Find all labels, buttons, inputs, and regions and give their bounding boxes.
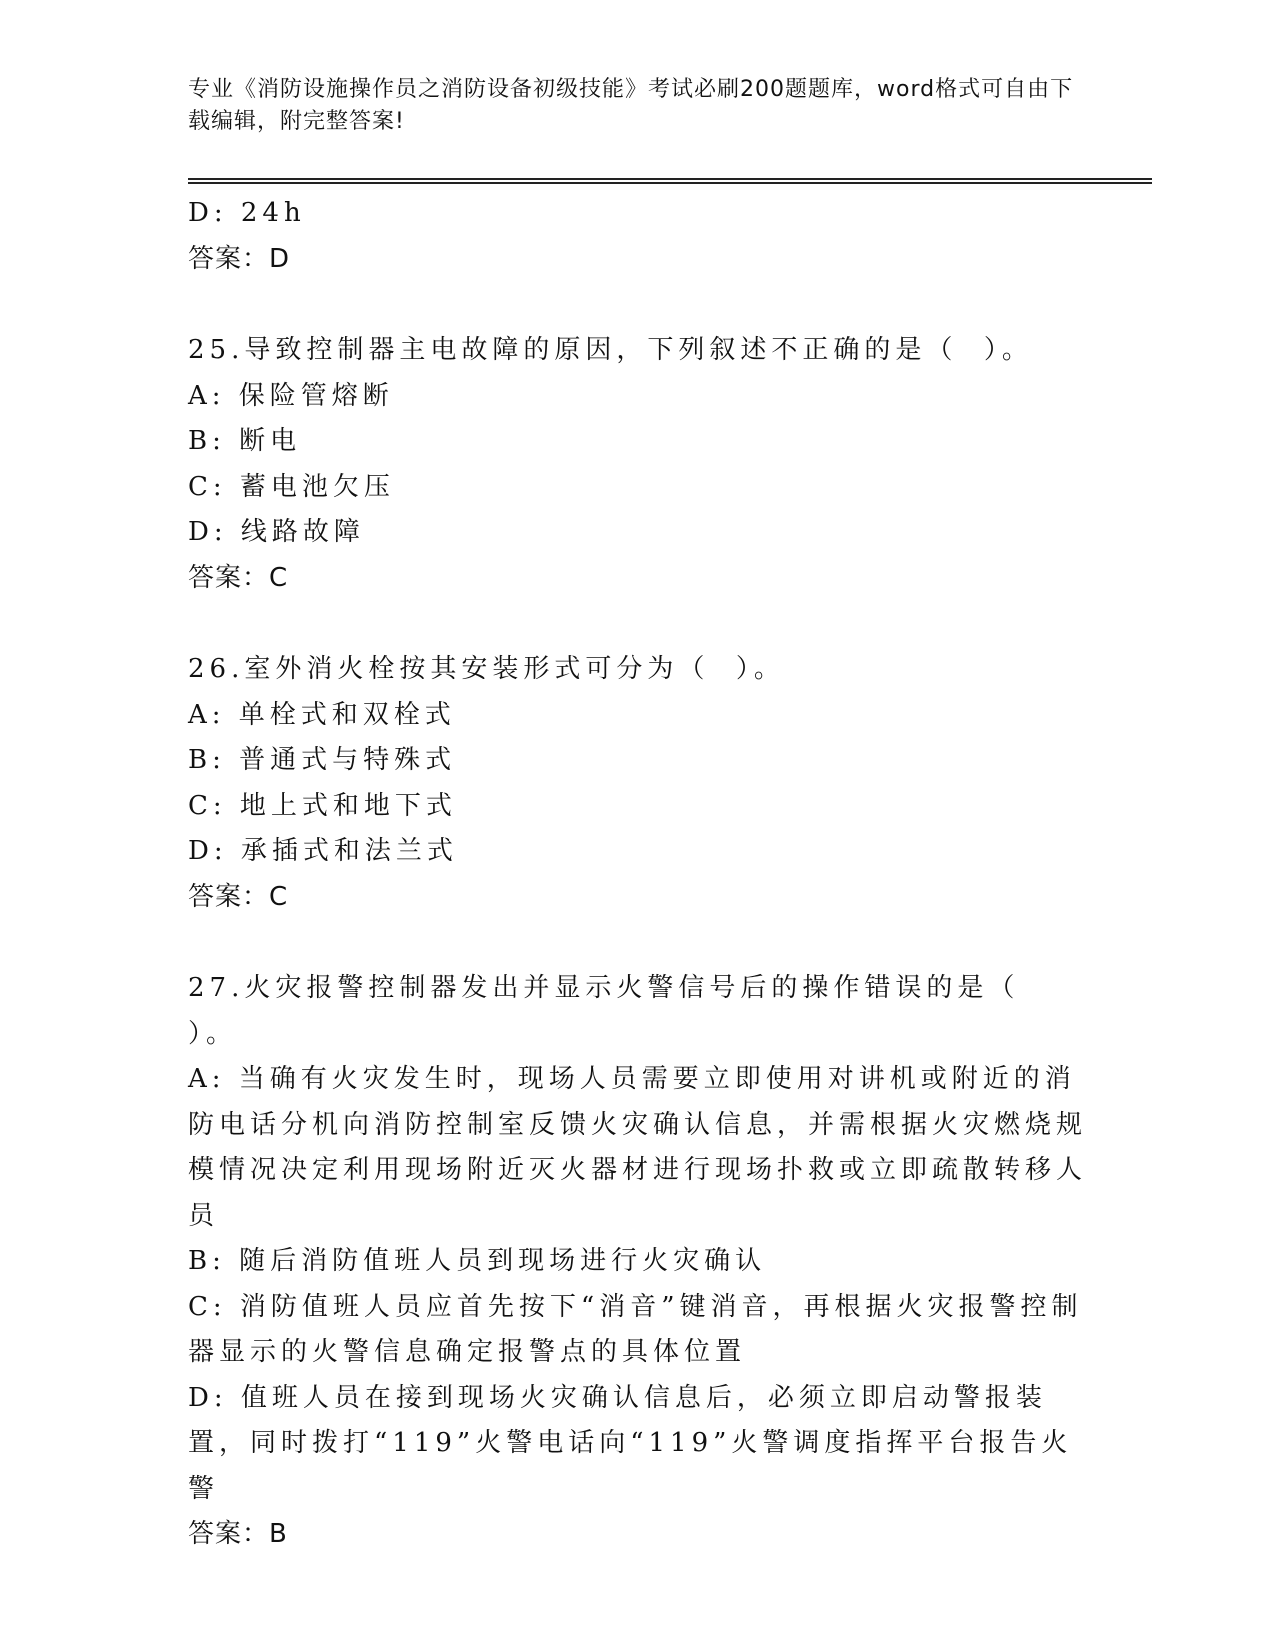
header-title: 专业《消防设施操作员之消防设备初级技能》考试必刷200题题库，word格式可自由下载编辑，附完整答案!: [188, 77, 1074, 134]
spacer: [188, 282, 1088, 328]
option-b: B: 普通式与特殊式: [188, 745, 457, 775]
option-d: D: 承插式和法兰式: [188, 836, 458, 866]
question-text: 25.导致控制器主电故障的原因，下列叙述不正确的是（ ）。: [188, 335, 1033, 365]
spacer: [188, 920, 1088, 966]
question-block-25: [188, 328, 1088, 601]
question-text: 27.火灾报警控制器发出并显示火警信号后的操作错误的是（ ）。: [188, 973, 1046, 1049]
option-a: A: 单栓式和双栓式: [188, 699, 456, 730]
header-divider-bottom: [188, 182, 1152, 184]
question-block-26: [188, 647, 1088, 920]
option-c: C: 地上式和地下式: [188, 790, 457, 821]
option-c: C: 蓄电池欠压: [188, 471, 395, 502]
option-b: B: 随后消防值班人员到现场进行火灾确认: [188, 1246, 767, 1276]
question-list: [188, 191, 1088, 1558]
option-a: A: 保险管熔断: [188, 380, 394, 411]
option-d: D: 线路故障: [188, 517, 365, 547]
spacer: [188, 601, 1088, 647]
answer-line: 答案：D: [188, 243, 291, 274]
option-d: D: 24h: [188, 198, 306, 228]
answer-line: 答案：C: [188, 881, 289, 912]
answer-line: 答案：C: [188, 562, 289, 593]
answer-line: 答案：B: [188, 1519, 288, 1549]
option-b: B: 断电: [188, 426, 302, 456]
header-divider-top: [188, 178, 1152, 180]
document-header: [188, 74, 1088, 138]
question-block-27: [188, 966, 1088, 1558]
option-c: C: 消防值班人员应首先按下“消音”键消音，再根据火灾报警控制器显示的火警信息确定报警点的具体位置: [188, 1291, 1083, 1367]
option-d: D: 值班人员在接到现场火灾确认信息后，必须立即启动警报装置，同时拨打“119”火警电话向“119”火警调度指挥平台报告火警: [188, 1382, 1073, 1504]
option-a: A: 当确有火灾发生时，现场人员需要立即使用对讲机或附近的消防电话分机向消防控制室反馈火灾确认信息，并需根据火灾燃烧规模情况决定利用现场附近灭火器材进行现场扑救或立即疏散转移人员: [188, 1064, 1088, 1231]
question-block-24-tail: [188, 191, 1088, 282]
question-text: 26.室外消火栓按其安装形式可分为（ ）。: [188, 654, 785, 684]
